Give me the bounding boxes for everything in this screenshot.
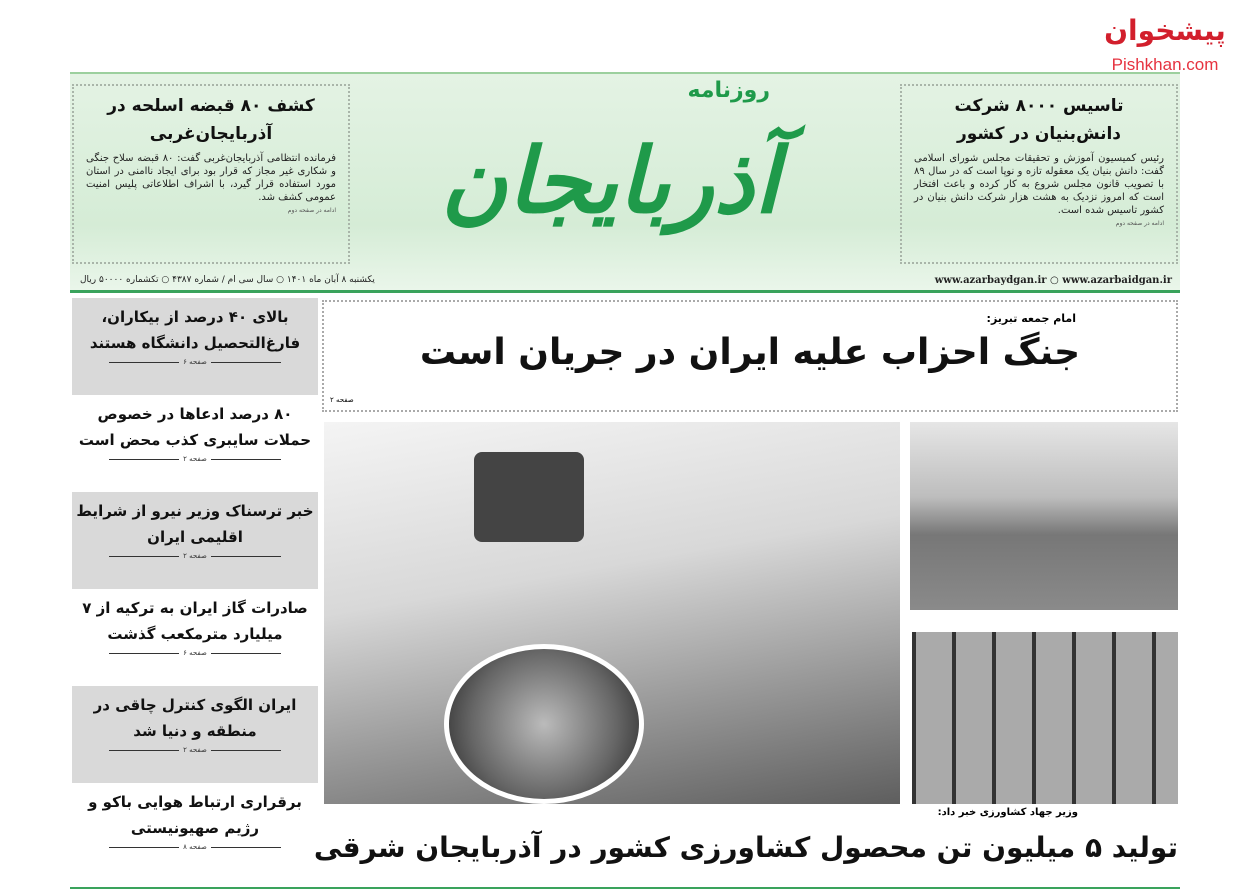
sidebar-item[interactable] xyxy=(72,492,318,589)
fruit-basket-image xyxy=(444,644,644,804)
produce-crates-photo xyxy=(912,632,1178,804)
teaser-right[interactable] xyxy=(900,84,1178,264)
watermark-fa: پیشخوان xyxy=(1104,14,1226,47)
teaser-left-title: کشف ۸۰ قبضه اسلحه در آذربایجان‌غربی xyxy=(107,96,315,144)
page-ref: صفحه ۶ xyxy=(72,649,318,657)
photo-story[interactable] xyxy=(313,806,1178,886)
sidebar-headlines xyxy=(72,298,318,880)
lead-headline: جنگ احزاب علیه ایران در جریان است xyxy=(419,332,1081,373)
sidebar-item-title: ایران الگوی کنترل چاقی در منطقه و دنیا شد xyxy=(93,696,297,740)
page-ref: صفحه ۶ xyxy=(72,358,318,366)
sidebar-item[interactable] xyxy=(72,686,318,783)
bottom-rule xyxy=(70,887,1180,889)
teaser-right-title: تاسیس ۸۰۰۰ شرکت دانش‌بنیان در کشور xyxy=(954,96,1124,144)
websites[interactable]: www.azarbaydgan.ir ○ www.azarbaidgan.ir xyxy=(934,275,1172,286)
lead-kicker: امام جمعه تبریز: xyxy=(986,312,1076,325)
page-ref: صفحه ۸ xyxy=(72,843,318,851)
sidebar-item-title: صادرات گاز ایران به ترکیه از ۷ میلیارد مترمکعب گذشت xyxy=(82,599,308,643)
teaser-right-body: رئیس کمیسیون آموزش و تحقیقات مجلس شورای اسلامی گفت: دانش بنیان یک معقوله تازه و نوپا است که در سال ۸۹ با تصویب قانون مجلس شروع به کار کرده و باعث افتخار است که امروز نزدیک به هشت هزار شرکت دانش بنیان در کشور تاسیس شده است. xyxy=(914,153,1164,216)
tractor-image xyxy=(474,452,584,542)
teaser-left[interactable] xyxy=(72,84,350,264)
watermark-en: Pishkhan.com xyxy=(1111,55,1219,74)
pishkhan-watermark xyxy=(1100,8,1230,82)
info-bar xyxy=(70,272,1180,290)
teaser-left-more: ادامه در صفحه دوم xyxy=(287,207,336,214)
logo-title: آذربایجان xyxy=(441,128,779,234)
farming-photo xyxy=(324,422,900,804)
page-ref: صفحه ۲ xyxy=(72,455,318,463)
sidebar-item-title: خبر ترسناک وزیر نیرو از شرایط اقلیمی ایران xyxy=(76,502,314,546)
sidebar-item[interactable] xyxy=(72,783,318,880)
teaser-left-body: فرمانده انتظامی آذربایجان‌غربی گفت: ۸۰ قبضه سلاح جنگی و شکاری غیر مجاز که قرار بود برای ایجاد ناامنی در استان مورد استفاده قرار گیرد، با اشراف اطلاعاتی پلیس امنیت عمومی کشف شد. xyxy=(86,153,336,203)
sidebar-item[interactable] xyxy=(72,298,318,395)
divider xyxy=(70,290,1180,293)
newspaper-logo xyxy=(410,76,810,272)
sidebar-item-title: ۸۰ درصد ادعاها در خصوص حملات سایبری کذب محض است xyxy=(78,405,312,449)
sidebar-item[interactable] xyxy=(72,589,318,686)
truck-tomatoes-photo xyxy=(910,422,1178,610)
sidebar-item-title: بالای ۴۰ درصد از بیکاران، فارغ‌التحصیل دانشگاه هستند xyxy=(89,308,301,352)
sidebar-item[interactable] xyxy=(72,395,318,492)
issue-info: یکشنبه ۸ آبان ماه ۱۴۰۱ ○ سال سی ام / شماره ۴۳۸۷ ○ تکشماره ۵۰۰۰۰ ریال xyxy=(80,275,375,285)
teaser-right-more: ادامه در صفحه دوم xyxy=(1115,220,1164,227)
photo-story-kicker: وزیر جهاد کشاورزی خبر داد: xyxy=(937,807,1078,818)
page-ref: صفحه ۲ xyxy=(72,552,318,560)
lead-story[interactable] xyxy=(322,300,1178,412)
photo-story-headline: تولید ۵ میلیون تن محصول کشاورزی کشور در آذربایجان شرقی xyxy=(313,831,1178,864)
lead-page-ref: صفحه ۲ xyxy=(330,396,354,404)
logo-subtitle: روزنامه xyxy=(687,78,770,103)
page-ref: صفحه ۲ xyxy=(72,746,318,754)
sidebar-item-title: برقراری ارتباط هوایی باکو و رژیم صهیونیستی xyxy=(88,793,302,837)
